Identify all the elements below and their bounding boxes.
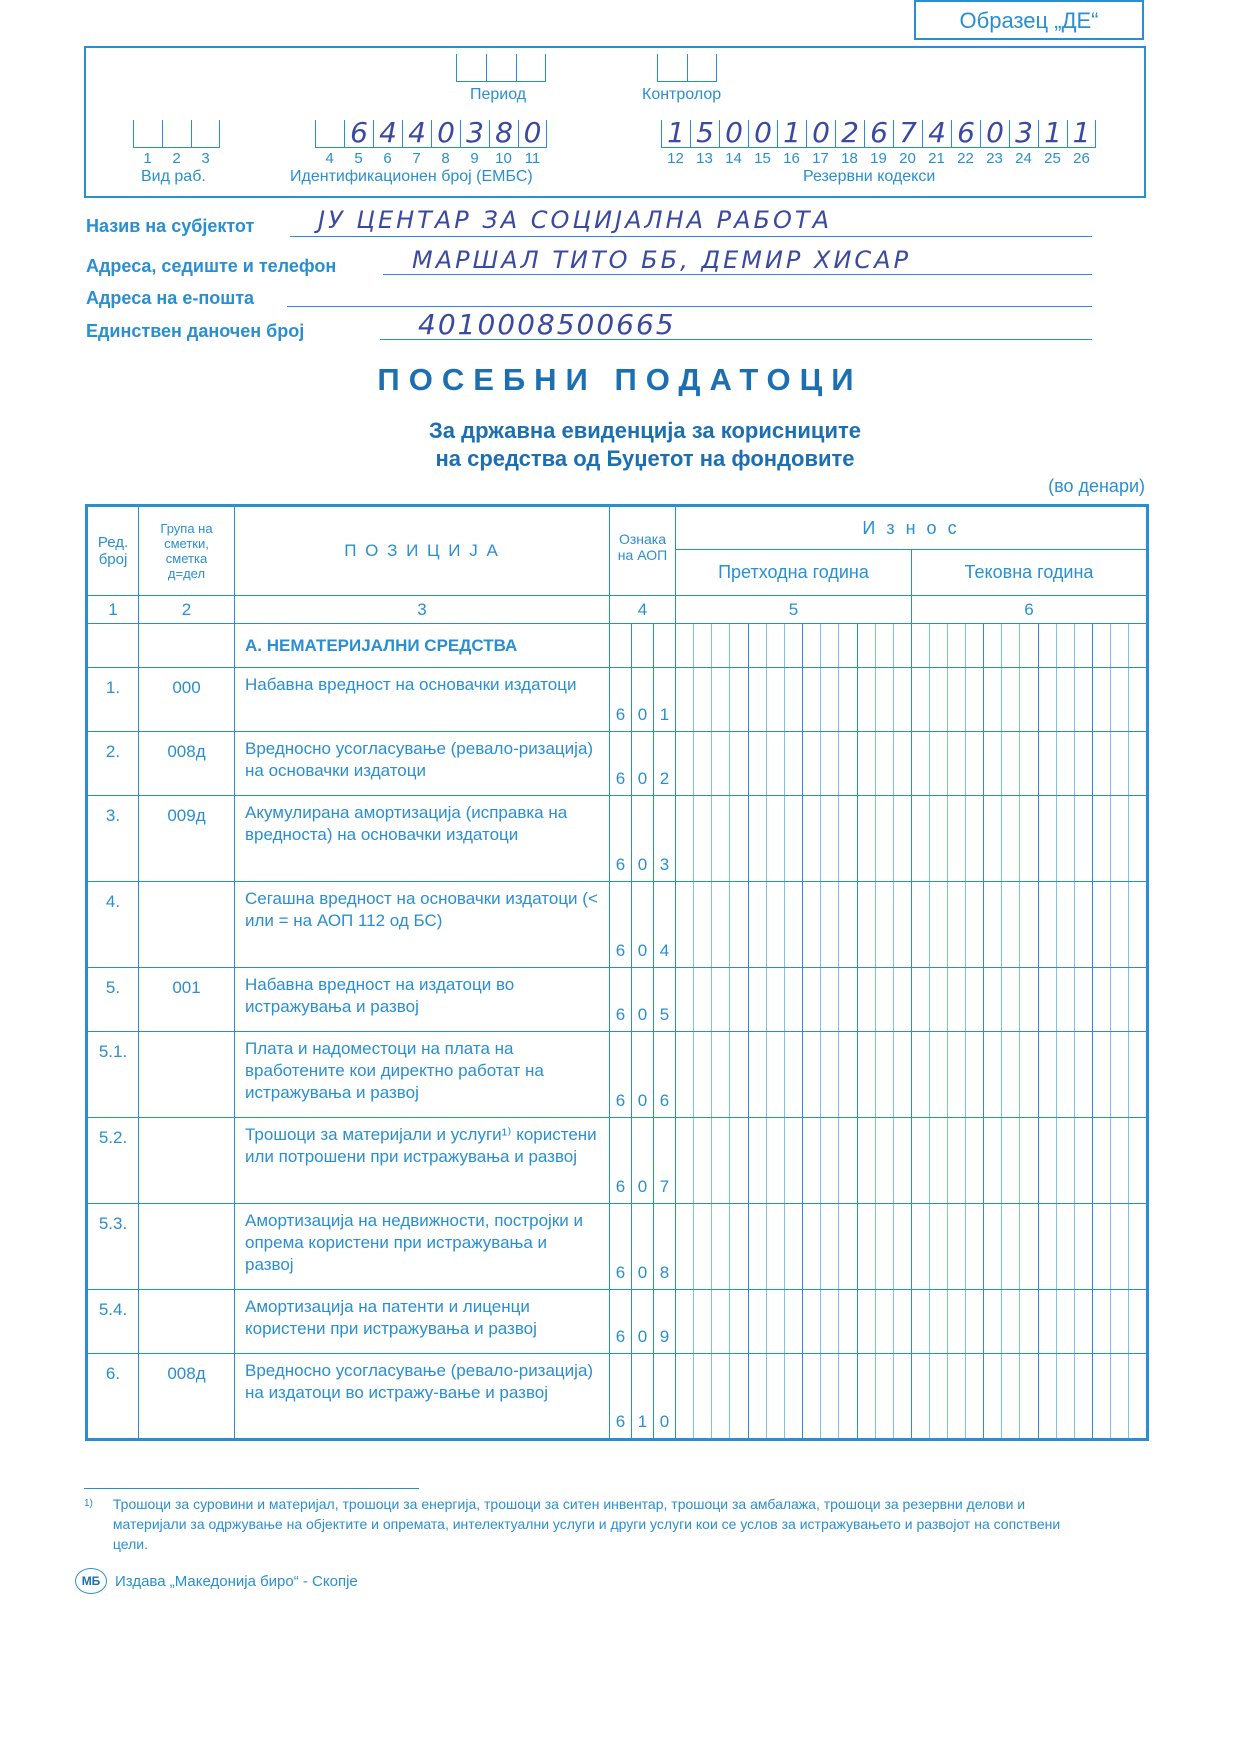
reserve-box[interactable] xyxy=(951,116,980,149)
prev-year-cell[interactable] xyxy=(676,1204,912,1290)
row-number: 5.4. xyxy=(87,1290,139,1354)
row-aop-code xyxy=(610,668,676,732)
aop-digit: 6 xyxy=(615,769,626,788)
reserve-box[interactable] xyxy=(893,116,922,149)
aop-digit: 0 xyxy=(631,1118,653,1203)
aop-digit: 0 xyxy=(631,968,653,1031)
aop-digit: 0 xyxy=(631,668,653,731)
footnote-rule xyxy=(84,1488,419,1489)
embs-box[interactable] xyxy=(402,116,431,149)
table-row xyxy=(87,968,1148,1032)
row-aop-code xyxy=(610,1118,676,1204)
curr-year-cell[interactable] xyxy=(912,1118,1148,1204)
reserve-number: 25 xyxy=(1044,150,1061,167)
aop-digit: 1 xyxy=(631,1354,653,1438)
reserve-number: 12 xyxy=(667,150,684,167)
reserve-digit: 6 xyxy=(957,116,975,149)
header-red-broj: Ред. број xyxy=(87,506,139,596)
row-number: 3. xyxy=(87,796,139,882)
aop-digit: 5 xyxy=(653,968,675,1031)
vid-rab-number: 3 xyxy=(201,150,210,167)
reserve-box[interactable] xyxy=(719,116,748,149)
kontrolor-boxes[interactable] xyxy=(657,54,717,82)
column-number: 2 xyxy=(139,596,235,624)
section-row xyxy=(87,624,1148,668)
reserve-box[interactable] xyxy=(835,116,864,149)
header-tekovna-godina: Тековна година xyxy=(912,550,1148,596)
reserve-digit: 1 xyxy=(783,116,801,149)
row-aop-code xyxy=(610,1204,676,1290)
embs-number: 8 xyxy=(441,150,450,167)
embs-digit: 4 xyxy=(408,116,426,149)
header-grupa: Група на сметки, сметка д=дел xyxy=(139,506,235,596)
aop-digit: 6 xyxy=(653,1032,675,1117)
row-position-text: Трошоци за материјали и услуги¹⁾ користени или потрошени при истражувања и развој xyxy=(235,1118,610,1204)
embs-number: 7 xyxy=(412,150,421,167)
vid-rab-number: 2 xyxy=(172,150,181,167)
embs-digit: 6 xyxy=(350,116,368,149)
period-box[interactable] xyxy=(486,54,516,82)
footnote-text: Трошоци за суровини и материјал, трошоци за енергија, трошоци за ситен инвентар, трошоци за амбалажа, трошоци за резервни делови и материјали за одржување на објектите и опремата, интелектуални услуги и други услуги кои се услов за истражувањето и развојот на сопствени цели. xyxy=(112,1496,1061,1552)
aop-digit: 6 xyxy=(615,1327,626,1346)
subtitle-line-2: на средства од Буџетот на фондовите xyxy=(435,446,855,471)
subject-name-line xyxy=(290,236,1092,237)
embs-box[interactable] xyxy=(431,116,460,149)
reserve-digit: 3 xyxy=(1015,116,1033,149)
prev-year-cell[interactable] xyxy=(676,1032,912,1118)
reserve-number: 14 xyxy=(725,150,742,167)
vid-rab-box[interactable] xyxy=(162,120,191,148)
reserve-digit: 0 xyxy=(812,116,830,149)
form-code: Образец „ДЕ“ xyxy=(914,0,1144,40)
row-number: 5. xyxy=(87,968,139,1032)
reserve-number: 21 xyxy=(928,150,945,167)
embs-digit: 4 xyxy=(379,116,397,149)
embs-number: 9 xyxy=(470,150,479,167)
reserve-digit: 6 xyxy=(870,116,888,149)
kontrolor-label: Контролор xyxy=(642,86,722,103)
embs-digit: 0 xyxy=(437,116,455,149)
aop-digit: 1 xyxy=(653,668,675,731)
row-position-text: Вредносно усогласување (ревало-ризација) на издатоци во истражу-вање и развој xyxy=(235,1354,610,1440)
address-value[interactable]: МАРШАЛ ТИТО ББ, ДЕМИР ХИСАР xyxy=(412,246,912,274)
row-aop-code xyxy=(610,796,676,882)
row-number: 2. xyxy=(87,732,139,796)
prev-year-cell[interactable] xyxy=(676,796,912,882)
address-label: Адреса, седиште и телефон xyxy=(86,256,337,276)
period-box[interactable] xyxy=(516,54,546,82)
row-account-group xyxy=(139,1290,235,1354)
reserve-digit: 1 xyxy=(667,116,685,149)
table-row xyxy=(87,1290,1148,1354)
row-account-group: 001 xyxy=(139,968,235,1032)
row-account-group: 009д xyxy=(139,796,235,882)
embs-number: 5 xyxy=(354,150,363,167)
table-row xyxy=(87,732,1148,796)
row-position-text: Амортизација на недвижности, постројки и опрема користени при истражувања и развој xyxy=(235,1204,610,1290)
footnote-marker: 1) xyxy=(84,1498,93,1509)
vid-rab-number: 1 xyxy=(143,150,152,167)
embs-digit: 8 xyxy=(495,116,513,149)
embs-label: Идентификационен број (ЕМБС) xyxy=(290,168,533,185)
header-iznos: И з н о с xyxy=(676,506,1148,550)
reserve-digit: 2 xyxy=(841,116,859,149)
aop-digit: 4 xyxy=(653,882,675,967)
subject-name-label: Назив на субјектот xyxy=(86,216,255,236)
reserve-box[interactable] xyxy=(748,116,777,149)
prev-year-cell[interactable] xyxy=(676,1354,912,1440)
publisher-text: Издава „Македонија биро“ - Скопје xyxy=(115,1572,358,1590)
row-account-group: 008д xyxy=(139,1354,235,1440)
reserve-number: 15 xyxy=(754,150,771,167)
curr-year-cell[interactable] xyxy=(912,882,1148,968)
prev-year-cell[interactable] xyxy=(676,968,912,1032)
vid-rab-box[interactable] xyxy=(133,120,162,148)
aop-digit: 0 xyxy=(631,732,653,795)
reserve-number: 18 xyxy=(841,150,858,167)
publisher xyxy=(75,1568,358,1594)
subject-name-value[interactable]: ЈУ ЦЕНТАР ЗА СОЦИЈАЛНА РАБОТА xyxy=(318,206,832,234)
row-account-group: 000 xyxy=(139,668,235,732)
row-account-group xyxy=(139,882,235,968)
reserve-number: 19 xyxy=(870,150,887,167)
aop-digit: 6 xyxy=(615,1005,626,1024)
aop-digit: 6 xyxy=(615,705,626,724)
email-line xyxy=(287,306,1092,307)
row-position-text: Плата и надоместоци на плата на вработените кои директно работат на истражувања и развој xyxy=(235,1032,610,1118)
row-account-group: 008д xyxy=(139,732,235,796)
curr-year-cell[interactable] xyxy=(912,732,1148,796)
reserve-number: 24 xyxy=(1015,150,1032,167)
row-number: 6. xyxy=(87,1354,139,1440)
column-number: 6 xyxy=(912,596,1148,624)
aop-digit: 0 xyxy=(631,796,653,881)
reserve-digit: 0 xyxy=(986,116,1004,149)
aop-digit: 6 xyxy=(615,1177,626,1196)
aop-digit: 6 xyxy=(615,855,626,874)
reserve-number: 13 xyxy=(696,150,713,167)
reserve-box[interactable] xyxy=(922,116,951,149)
aop-digit: 2 xyxy=(653,732,675,795)
aop-digit: 7 xyxy=(653,1118,675,1203)
vid-rab-label: Вид раб. xyxy=(141,168,206,185)
page-title: ПОСЕБНИ ПОДАТОЦИ xyxy=(377,362,863,397)
curr-year-cell[interactable] xyxy=(912,968,1148,1032)
curr-year-cell[interactable] xyxy=(912,1032,1148,1118)
kontrolor-box[interactable] xyxy=(657,54,687,82)
row-position-text: Сегашна вредност на основачки издатоци (< или = на АОП 112 од БС) xyxy=(235,882,610,968)
header-prethodna-godina: Претходна година xyxy=(676,550,912,596)
aop-digit: 9 xyxy=(653,1290,675,1353)
reserve-box[interactable] xyxy=(777,116,806,149)
row-aop-code xyxy=(610,882,676,968)
prev-year-cell[interactable] xyxy=(676,624,912,668)
table-row xyxy=(87,668,1148,732)
table-row xyxy=(87,1204,1148,1290)
embs-number: 10 xyxy=(495,150,512,167)
row-number: 5.2. xyxy=(87,1118,139,1204)
header-pozicija: П О З И Ц И Ј А xyxy=(235,506,610,596)
embs-box[interactable] xyxy=(460,116,489,149)
prev-year-cell[interactable] xyxy=(676,1290,912,1354)
vid-rab-box[interactable] xyxy=(191,120,220,148)
aop-digit: 0 xyxy=(631,1204,653,1289)
table-row xyxy=(87,796,1148,882)
aop-digit: 8 xyxy=(653,1204,675,1289)
reserve-box[interactable] xyxy=(980,116,1009,149)
row-number: 5.1. xyxy=(87,1032,139,1118)
row-number: 1. xyxy=(87,668,139,732)
reserve-box[interactable] xyxy=(864,116,893,149)
embs-box[interactable] xyxy=(315,120,344,148)
prev-year-cell[interactable] xyxy=(676,668,912,732)
reserve-number: 26 xyxy=(1073,150,1090,167)
footnote xyxy=(84,1494,1074,1554)
aop-digit: 0 xyxy=(631,1032,653,1117)
embs-number: 4 xyxy=(325,150,334,167)
period-label: Период xyxy=(470,86,527,103)
embs-boxes[interactable] xyxy=(315,116,547,149)
column-number: 4 xyxy=(610,596,676,624)
reserve-number: 16 xyxy=(783,150,800,167)
reserve-digit: 1 xyxy=(1044,116,1062,149)
aop-digit: 6 xyxy=(615,941,626,960)
embs-box[interactable] xyxy=(489,116,518,149)
embs-number: 11 xyxy=(524,150,541,167)
row-aop-code xyxy=(610,1354,676,1440)
reserve-boxes[interactable] xyxy=(661,116,1096,149)
curr-year-cell[interactable] xyxy=(912,1354,1148,1440)
aop-digit: 0 xyxy=(653,1354,675,1438)
prev-year-cell[interactable] xyxy=(676,732,912,796)
reserve-digit: 0 xyxy=(725,116,743,149)
row-aop-code xyxy=(610,1032,676,1118)
curr-year-cell[interactable] xyxy=(912,1204,1148,1290)
column-number: 5 xyxy=(676,596,912,624)
embs-box[interactable] xyxy=(518,116,547,149)
row-number: 4. xyxy=(87,882,139,968)
reserve-box[interactable] xyxy=(1009,116,1038,149)
row-aop-code xyxy=(610,968,676,1032)
reserve-digit: 5 xyxy=(696,116,714,149)
table-row xyxy=(87,1118,1148,1204)
reserve-label: Резервни кодекси xyxy=(803,168,936,185)
row-position-text: Вредносно усогласување (ревало-ризација) на основачки издатоци xyxy=(235,732,610,796)
address-line xyxy=(383,274,1092,275)
row-position-text: Набавна вредност на основачки издатоци xyxy=(235,668,610,732)
reserve-box[interactable] xyxy=(1038,116,1067,149)
reserve-numbers xyxy=(661,150,1096,167)
row-account-group xyxy=(139,1118,235,1204)
row-account-group xyxy=(139,1204,235,1290)
aop-digit: 3 xyxy=(653,796,675,881)
embs-number: 6 xyxy=(383,150,392,167)
reserve-digit: 0 xyxy=(754,116,772,149)
embs-box[interactable] xyxy=(344,116,373,149)
reserve-digit: 1 xyxy=(1072,116,1091,149)
embs-digit: 3 xyxy=(466,116,484,149)
aop-digit: 6 xyxy=(615,1263,626,1282)
column-number: 1 xyxy=(87,596,139,624)
curr-year-cell[interactable] xyxy=(912,796,1148,882)
reserve-number: 22 xyxy=(957,150,974,167)
row-position-text: Набавна вредност на издатоци во истражувања и развој xyxy=(235,968,610,1032)
curr-year-cell[interactable] xyxy=(912,668,1148,732)
aop-digit: 0 xyxy=(631,1290,653,1353)
reserve-digit: 7 xyxy=(899,116,917,149)
row-account-group xyxy=(139,1032,235,1118)
tax-number-label: Единствен даночен број xyxy=(86,321,305,341)
row-number: 5.3. xyxy=(87,1204,139,1290)
aop-digit: 6 xyxy=(615,1091,626,1110)
table-row xyxy=(87,1032,1148,1118)
header-oznaka-aop: Ознака на АОП xyxy=(610,506,676,596)
reserve-box[interactable] xyxy=(806,116,835,149)
table-row xyxy=(87,882,1148,968)
prev-year-cell[interactable] xyxy=(676,1118,912,1204)
vid-rab-numbers xyxy=(133,150,220,167)
unit-note: (во денари) xyxy=(1048,476,1145,496)
prev-year-cell[interactable] xyxy=(676,882,912,968)
subtitle-line-1: За државна евиденција за корисниците xyxy=(428,418,861,443)
reserve-box[interactable] xyxy=(690,116,719,149)
email-label: Адреса на е-пошта xyxy=(86,288,255,308)
reserve-box[interactable] xyxy=(661,116,690,149)
column-number: 3 xyxy=(235,596,610,624)
reserve-number: 23 xyxy=(986,150,1003,167)
reserve-number: 17 xyxy=(812,150,829,167)
period-boxes[interactable] xyxy=(456,54,546,82)
mb-logo-icon: МБ xyxy=(75,1568,107,1594)
kontrolor-box[interactable] xyxy=(687,54,717,82)
data-table xyxy=(85,504,1149,1441)
embs-box[interactable] xyxy=(373,116,402,149)
section-title: А. НЕМАТЕРИЈАЛНИ СРЕДСТВА xyxy=(235,624,610,668)
period-box[interactable] xyxy=(456,54,486,82)
vid-rab-boxes[interactable] xyxy=(133,120,220,148)
embs-digit: 0 xyxy=(523,116,542,149)
table-row xyxy=(87,1354,1148,1440)
aop-digit: 0 xyxy=(631,882,653,967)
row-position-text: Амортизација на патенти и лиценци користени при истражувања и развој xyxy=(235,1290,610,1354)
reserve-number: 20 xyxy=(899,150,916,167)
embs-numbers xyxy=(315,150,547,167)
aop-digit: 6 xyxy=(615,1412,626,1431)
tax-number-value[interactable]: 4010008500665 xyxy=(418,308,676,341)
row-aop-code xyxy=(610,1290,676,1354)
curr-year-cell[interactable] xyxy=(912,1290,1148,1354)
column-number-row xyxy=(87,596,1148,624)
row-aop-code xyxy=(610,732,676,796)
row-position-text: Акумулирана амортизација (исправка на вредноста) на основачки издатоци xyxy=(235,796,610,882)
curr-year-cell[interactable] xyxy=(912,624,1148,668)
reserve-digit: 4 xyxy=(928,116,946,149)
reserve-box[interactable] xyxy=(1067,116,1096,149)
